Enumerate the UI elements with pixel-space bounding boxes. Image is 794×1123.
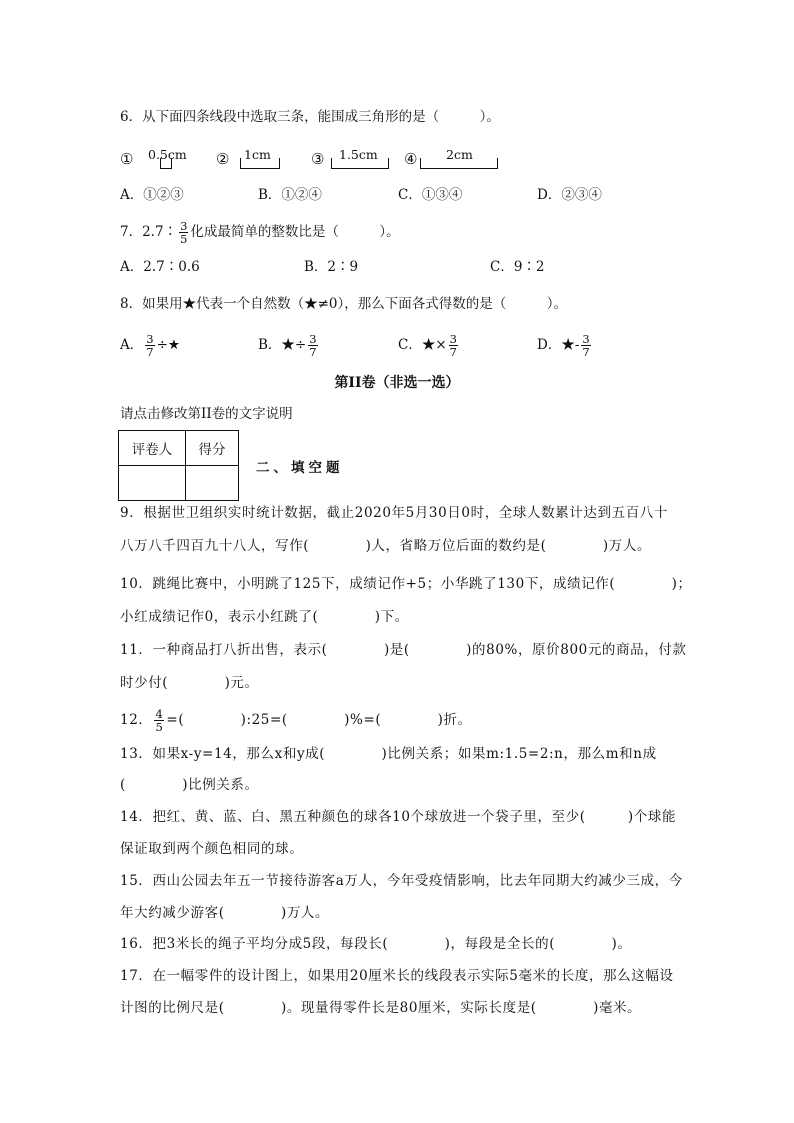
q7-option-a[interactable]: A．2.7∶0.6: [120, 259, 200, 275]
q8-b-numerator: 3: [309, 332, 317, 346]
q8-d-fraction: [581, 333, 590, 358]
q8-d-numerator: 3: [582, 332, 590, 346]
q15-line-1: 15．西山公园去年五一节接待游客a万人，今年受疫情影响，比去年同期大约减少三成，今: [120, 873, 683, 889]
q7-fraction: [179, 220, 188, 245]
grader-header: 评卷人: [119, 431, 186, 466]
q8-c-denominator: 7: [449, 345, 457, 359]
q7-denominator: 5: [180, 232, 188, 246]
segment-2: [216, 148, 296, 172]
q8-b-fraction: [308, 333, 317, 358]
q14-line-2: 保证取到两个颜色相同的球。: [120, 841, 304, 857]
q8-stem: 8．如果用★代表一个自然数（★≠0），那么下面各式得数的是（ ）。: [120, 296, 567, 312]
q12-prefix: 12．: [120, 712, 153, 728]
q12-suffix: =( ):25=( )%=( )折。: [166, 712, 472, 728]
q13-line-1: 13．如果x-y=14，那么x和y成( )比例关系；如果m:1.5=2:n，那么m和n成: [120, 746, 657, 762]
q8-c-numerator: 3: [449, 332, 457, 346]
q17-line-2: 计图的比例尺是( )。现量得零件长是80厘米，实际长度是( )毫米。: [120, 1000, 642, 1016]
q7-option-c[interactable]: C．9∶2: [490, 259, 545, 275]
q8-a-denominator: 7: [146, 345, 154, 359]
q15-line-2: 年大约减少游客( )万人。: [120, 905, 330, 921]
q6-option-a[interactable]: A．①②③: [120, 187, 184, 203]
q8-c-fraction: [449, 333, 458, 358]
section-heading: 二、填空题: [256, 460, 344, 476]
segment-1-line: [160, 158, 172, 169]
q7-suffix: 化成最简单的整数比是（ ）。: [190, 224, 400, 240]
q8-a-suffix: ÷★: [156, 337, 180, 353]
score-cell: [186, 466, 239, 501]
q8-b-denominator: 7: [309, 345, 317, 359]
part2-title: 第II卷（非选一选）: [334, 375, 460, 391]
q8-a-fraction: [145, 333, 154, 358]
segment-1-number: ①: [120, 150, 134, 168]
part2-note[interactable]: 请点击修改第II卷的文字说明: [120, 406, 293, 422]
segment-4: [404, 148, 514, 172]
segment-2-number: ②: [216, 150, 230, 168]
q12-numerator: 4: [155, 707, 164, 721]
q17-line-1: 17．在一幅零件的设计图上，如果用20厘米长的线段表示实际5毫米的长度，那么这幅设: [120, 968, 674, 984]
q7-option-b[interactable]: B．2∶9: [304, 259, 359, 275]
segment-4-number: ④: [404, 150, 418, 168]
segment-2-length: 1cm: [244, 147, 271, 162]
q8-c-prefix: C．★×: [398, 337, 447, 353]
q8-option-c[interactable]: [398, 333, 460, 358]
q8-option-d[interactable]: [537, 333, 593, 358]
q6-option-d[interactable]: D．②③④: [537, 187, 602, 203]
segment-1-length: 0.5cm: [148, 147, 187, 162]
q11-line-1: 11．一种商品打八折出售，表示( )是( )的80%，原价800元的商品，付款: [120, 642, 687, 658]
segment-4-length: 2cm: [446, 147, 473, 162]
q7-stem: [120, 220, 400, 245]
segment-3-line: [331, 158, 389, 169]
q11-line-2: 时少付( )元。: [120, 675, 259, 691]
q12-fraction: [154, 708, 164, 733]
score-header: 得分: [186, 431, 239, 466]
q8-b-prefix: B．★÷: [258, 337, 307, 353]
q12-denominator: 5: [155, 720, 164, 734]
q12-line: [120, 708, 472, 733]
segment-3-length: 1.5cm: [339, 147, 378, 162]
q9-line-2: 八万八千四百九十八人，写作( )人，省略万位后面的数约是( )万人。: [120, 538, 652, 554]
q8-a-prefix: A．: [120, 337, 144, 353]
segment-3: [311, 148, 401, 172]
segment-1: [120, 148, 200, 172]
q6-stem: 6．从下面四条线段中选取三条，能围成三角形的是（ ）。: [120, 109, 500, 125]
q8-option-b[interactable]: [258, 333, 320, 358]
grading-table: [118, 430, 239, 501]
grader-cell: [119, 466, 186, 501]
q6-option-c[interactable]: C．①③④: [398, 187, 463, 203]
q6-option-b[interactable]: B．①②④: [258, 187, 322, 203]
q10-line-2: 小红成绩记作0，表示小红跳了( )下。: [120, 609, 409, 625]
q9-line-1: 9．根据世卫组织实时统计数据，截止2020年5月30日0时，全球人数累计达到五百八十: [120, 505, 669, 521]
q8-d-prefix: D．★-: [537, 337, 580, 353]
segment-2-line: [240, 158, 280, 169]
q13-line-2: ( )比例关系。: [120, 777, 259, 793]
segment-3-number: ③: [311, 150, 325, 168]
q16-line-1: 16．把3米长的绳子平均分成5段，每段长( )，每段是全长的( )。: [120, 936, 632, 952]
q8-d-denominator: 7: [582, 345, 590, 359]
q8-a-numerator: 3: [146, 332, 154, 346]
segment-4-line: [420, 158, 498, 169]
q7-numerator: 3: [180, 219, 188, 233]
q14-line-1: 14．把红、黄、蓝、白、黑五种颜色的球各10个球放进一个袋子里，至少( )个球能: [120, 809, 677, 825]
q8-option-a[interactable]: [120, 333, 180, 358]
q10-line-1: 10．跳绳比赛中，小明跳了125下，成绩记作+5；小华跳了130下，成绩记作( )；: [120, 576, 692, 592]
q7-prefix: 7．2.7∶: [120, 224, 178, 240]
